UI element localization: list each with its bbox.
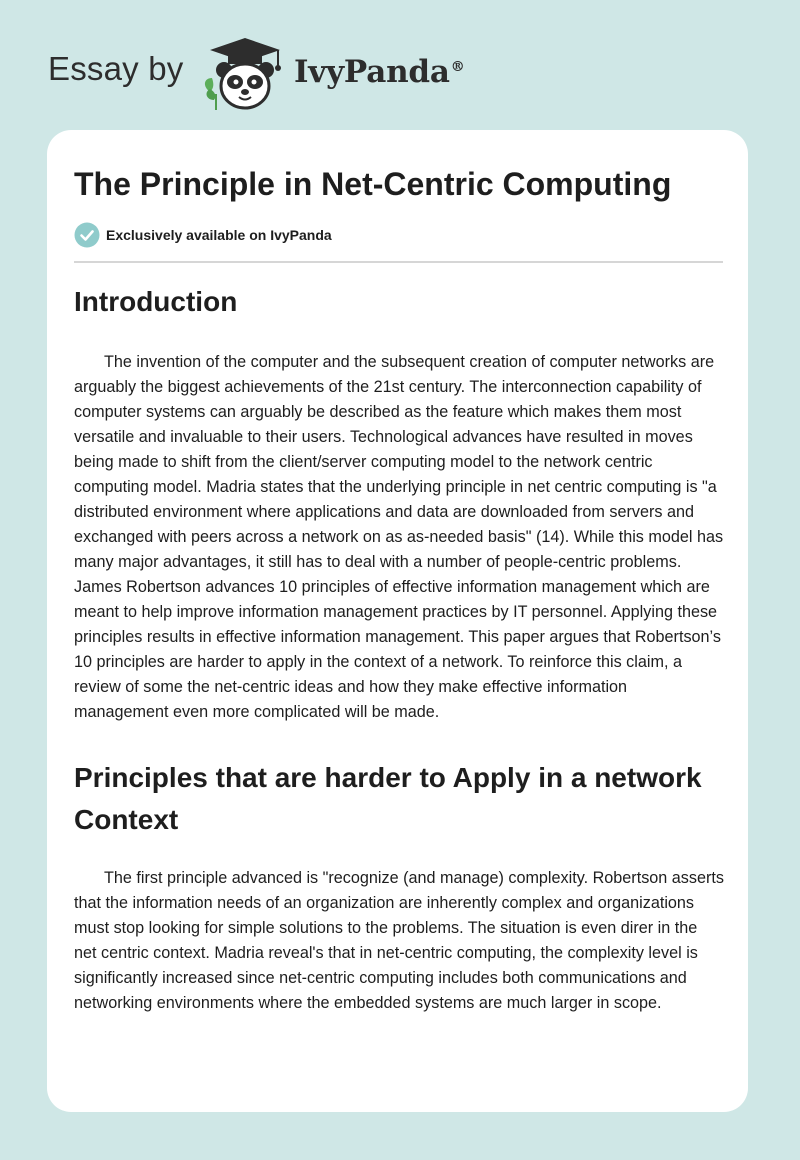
section-principles <box>74 757 724 1016</box>
panda-graduate-icon[interactable] <box>200 34 290 114</box>
article-card <box>47 130 748 1112</box>
registered-mark: ® <box>450 58 465 75</box>
section-heading: Introduction <box>74 286 238 317</box>
section-paragraph: The first principle advanced is "recognize (and manage) complexity. Robertson asserts that the information needs of an organization are inherently complex and organizations must stop looking for simple solutions to the problems. The situation is even direr in the net centric context. Madria reveal's that in net-centric computing, the complexity level is significantly increased since net-centric computing includes both communications and networking environments where the embedded systems are much larger in scope. <box>74 869 724 1012</box>
section-heading: Principles that are harder to Apply in a network Context <box>74 762 702 835</box>
article-title: The Principle in Net-Centric Computing <box>74 166 672 202</box>
badge-label: Exclusively available on IvyPanda <box>106 227 332 243</box>
exclusive-badge <box>74 222 332 248</box>
check-circle-icon <box>74 222 100 248</box>
brand-prefix: Essay by <box>48 50 184 87</box>
brand-name-text: IvyPanda <box>294 54 450 90</box>
brand-name[interactable] <box>294 54 465 90</box>
section-paragraph: The invention of the computer and the subsequent creation of computer networks are arguably the biggest achievements of the 21st century. The interconnection capability of computer systems can arguably be described as the feature which makes them most versatile and invaluable to their users. Technological advances have resulted in moves being made to shift from the client/server computing model to the network centric computing model. Madria states that the underlying principle in net centric computing is "a distributed environment where applications and data are downloaded from servers and exchanged with peers across a network on as as-needed basis" (14). While this model has many major advantages, it still has to deal with a number of people-centric problems. James Robertson advances 10 principles of effective information management which are meant to help improve information management practices by IT personnel. Applying these principles results in effective information management. This paper argues that Robertson’s 10 principles are harder to apply in the context of a network. To reinforce this claim, a review of some the net-centric ideas and how they make effective information management even more complicated will be made. <box>74 353 724 721</box>
section-introduction <box>74 281 724 725</box>
site-header <box>48 30 548 120</box>
title-divider <box>74 261 723 263</box>
